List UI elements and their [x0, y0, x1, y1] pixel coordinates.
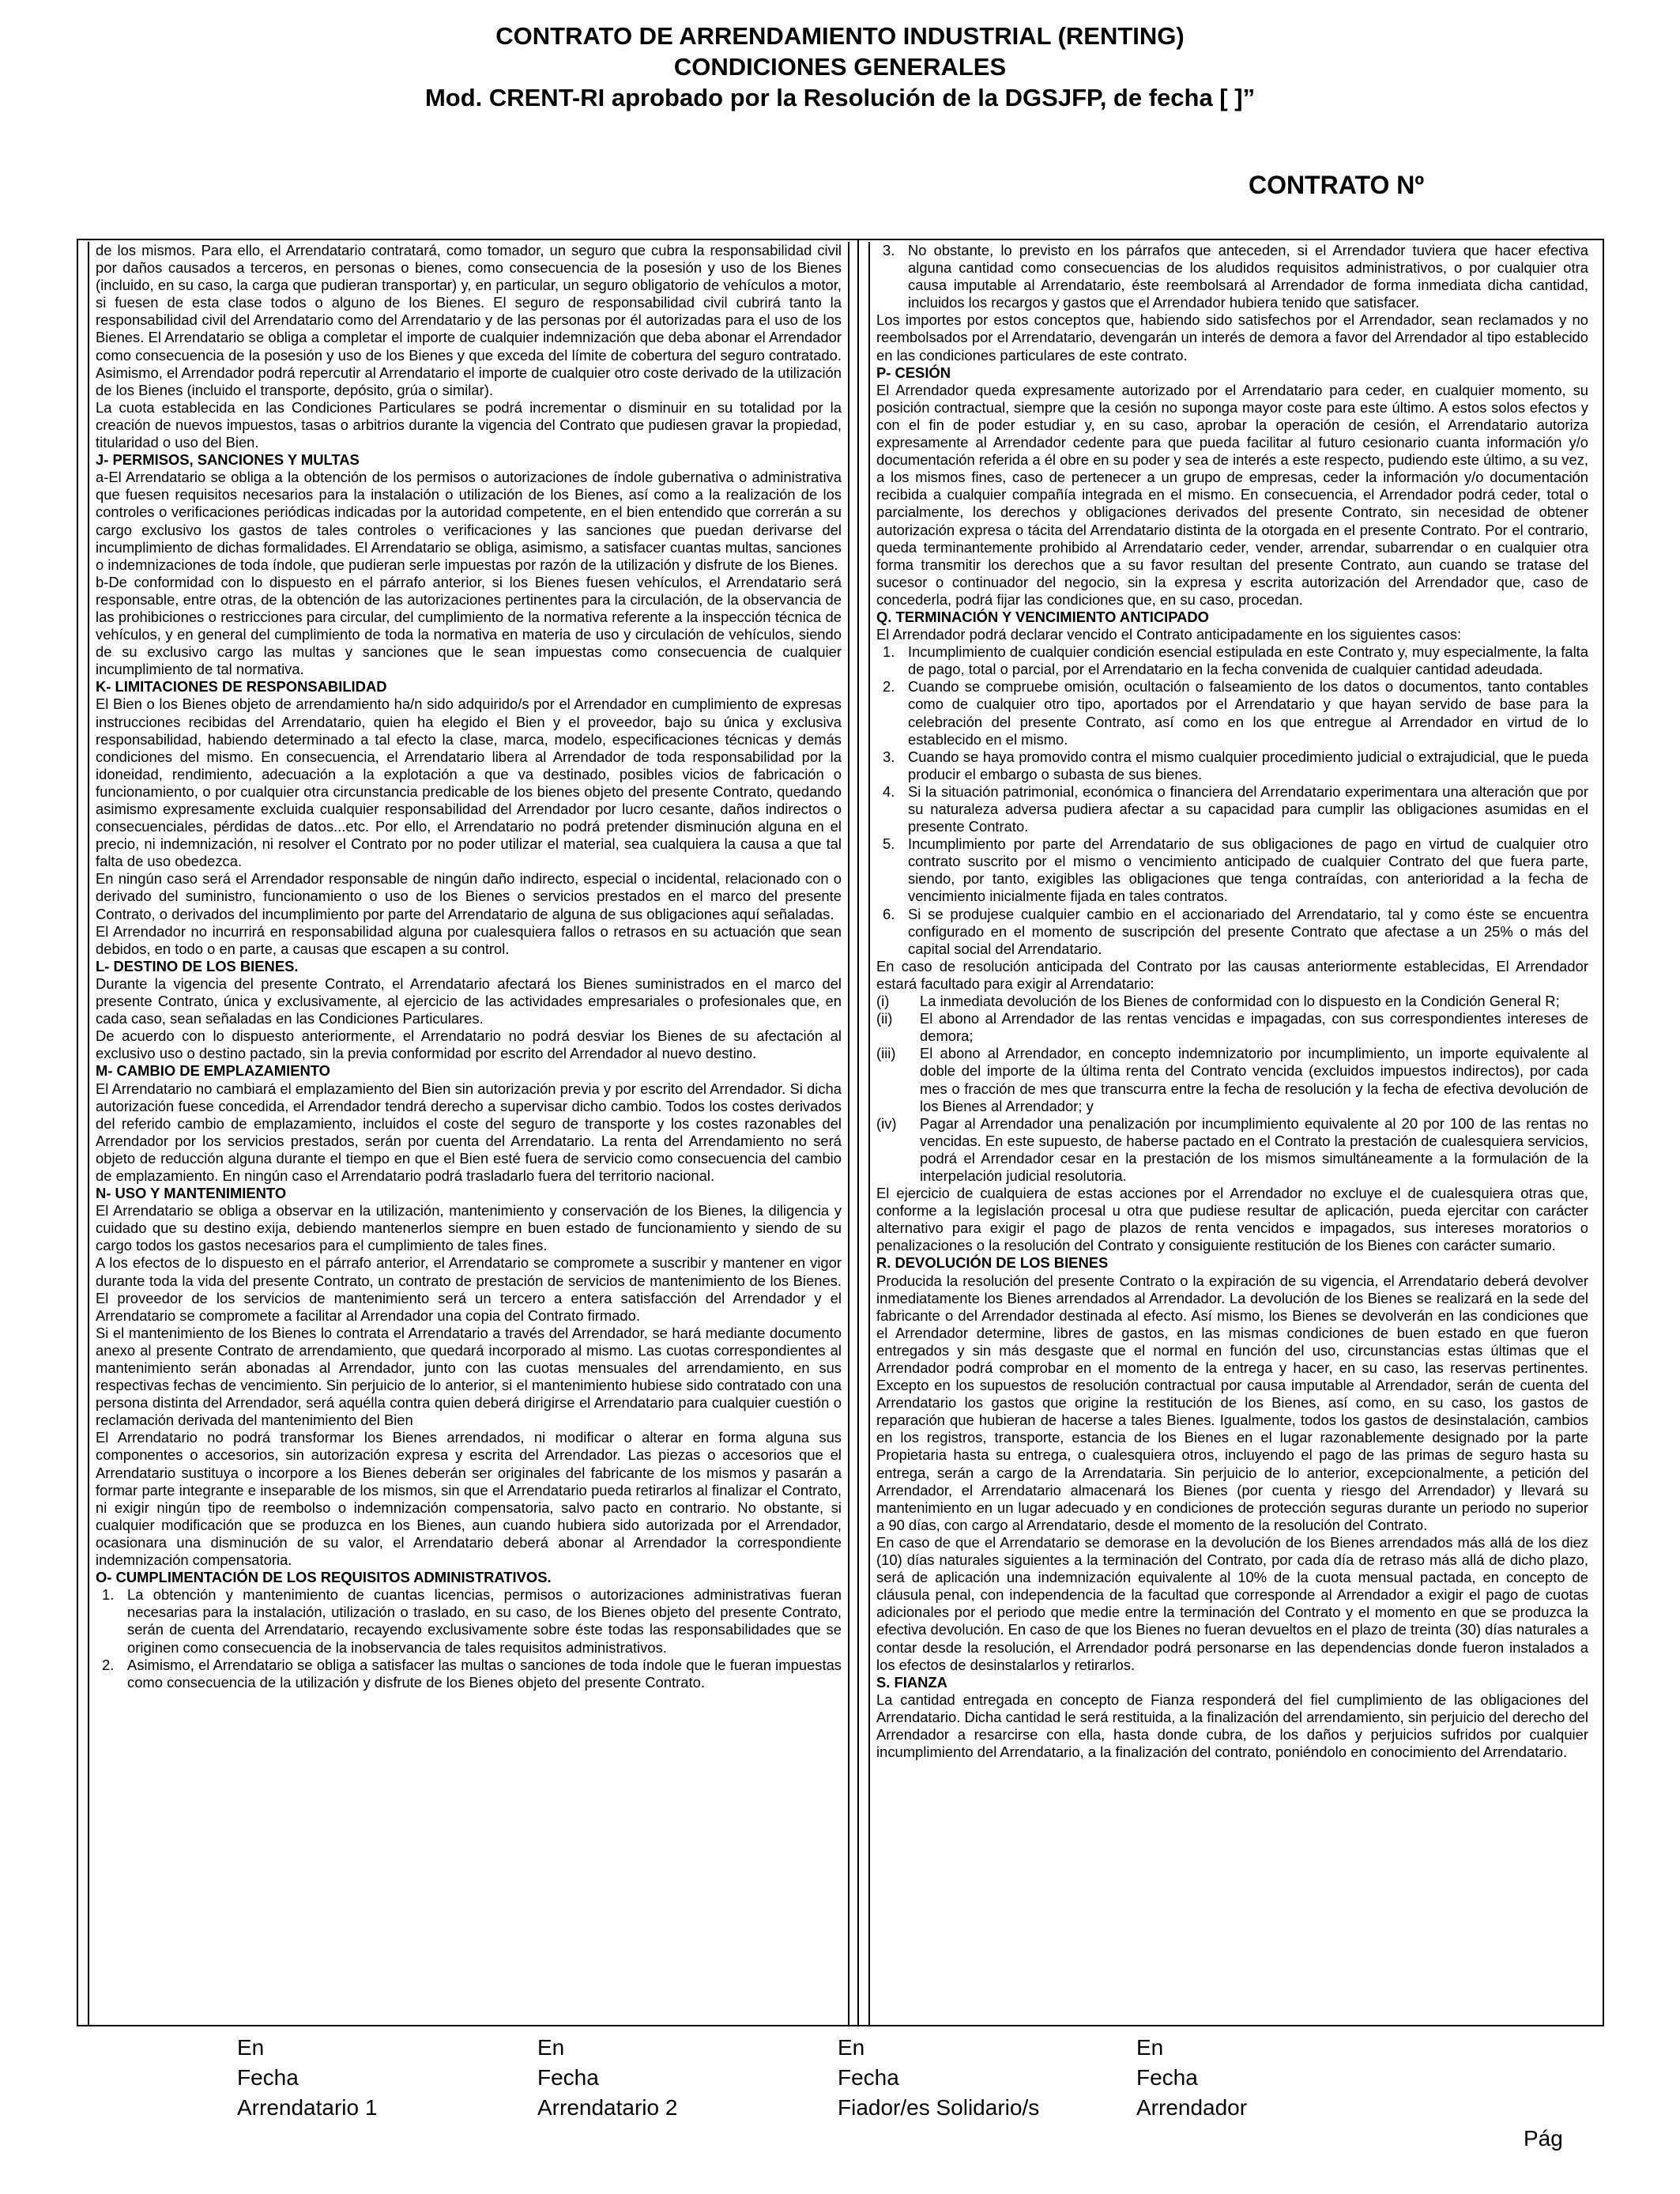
paragraph: El Bien o los Bienes objeto de arrendamiento ha/n sido adquirido/s por el Arrendador en cumplimiento de expresas instrucciones recibidas del Arrendatario, quien ha elegido el Bien y el proveedor, bajo su única y exclusiva responsabilidad, habiendo determinado a tal efecto la clase, marca, modelo, especificaciones técnicas y demás condiciones del mismo. En consecuencia, el Arrendatario libera al Arrendador de toda responsabilidad por la idoneidad, rendimiento, adecuación a la explotación a que va destinado, posibles vicios de fabricación o funcionamiento, o por cualquier otra circunstancia predicable de los bienes objeto del presente Contrato, quedando asimismo expresamente excluida cualquier responsabilidad del Arrendador por lucro cesante, daños indirectos o consecuenciales, pérdidas de datos...etc. Por ello, el Arrendatario no podrá pretender disminución alguna en el precio, ni indemnización, ni resolver el Contrato por no poder utilizar el material, sea cualquiera la causa a que tal falta de uso obedezca.	[96, 696, 842, 870]
list-item	[876, 783, 1588, 835]
list-number: 2.	[102, 1656, 115, 1673]
paragraph: La cantidad entregada en concepto de Fianza responderá del fiel cumplimiento de las obligaciones del Arrendatario. Dicha cantidad le será restituida, a la finalización del arrendamiento, sin perjuicio del derecho del Arrendador a resarcirse con ella, hasta donde cubra, de los daños y perjuicios sufridos por cualquier incumplimiento del Arrendatario, a la finalización del contrato, poniéndolo en conocimiento del Arrendatario.	[876, 1691, 1588, 1761]
list-item	[876, 1045, 1588, 1114]
right-column	[859, 240, 1606, 2025]
list-number: 5.	[883, 835, 895, 853]
conditions-frame	[77, 239, 1604, 2026]
paragraph: El Arrendatario no podrá transformar los Bienes arrendados, ni modificar o alterar en forma alguna sus componentes o accesorios, sin autorización expresa y escrita del Arrendador. Las piezas o accesorios que el Arrendatario sustituya o incorpore a los Bienes deberán ser originales del fabricante de los mismos y pasarán a formar parte integrante e inseparable de los mismos, sin que el Arrendatario pueda retirarlos al finalizar el Contrato, ni exigir ningún tipo de reembolso o indemnización compensatoria, salvo pacto en contrario. No obstante, si cualquier modificación que se produzca en los Bienes, aun cuando hubiera sido autorizada por el Arrendador, ocasionara una disminución de su valor, el Arrendatario deberá abonar al Arrendador la correspondiente indemnización compensatoria.	[96, 1429, 842, 1569]
section-heading-l: L- DESTINO DE LOS BIENES.	[96, 957, 299, 974]
document-model-reference: Mod. CRENT-RI aprobado por la Resolución de la DGSJFP, de fecha [ ]”	[424, 84, 1256, 111]
list-number: 6.	[883, 905, 895, 922]
signature-place-label: En	[537, 2035, 565, 2060]
list-item-text: La obtención y mantenimiento de cuantas licencias, permisos o autorizaciones administrativas fueran necesarias para la instalación, utilización o traslado, en su caso, de los Bienes objeto del presente Contrato, serán de cuenta del Arrendatario, recayendo exclusivamente sobre éste todas las responsabilidades que se originen como consecuencia de la inobservancia de tales requisitos administrativos.	[127, 1586, 842, 1656]
list-item-text: Incumplimiento por parte del Arrendatario de sus obligaciones de pago en virtud de cualquier otro contrato suscrito por el mismo o vencimiento anticipado de cualquier Contrato del que fuera parte, siendo, por tanto, exigibles las obligaciones que tenga contraídas, con anterioridad a la fecha de vencimiento inicialmente fijada en tales contratos.	[908, 835, 1588, 905]
paragraph: El Arrendatario se obliga a observar en la utilización, mantenimiento y conservación de los Bienes, la diligencia y cuidado que su destino exija, debiendo mantenerlos siempre en buen estado de funcionamiento y siendo de su cargo todos los gastos necesarios para el cumplimiento de tales fines.	[96, 1202, 842, 1254]
list-item	[876, 906, 1588, 958]
list-item	[876, 1115, 1588, 1185]
list-number: (iii)	[876, 1045, 896, 1062]
list-item-text: La inmediata devolución de los Bienes de conformidad con lo dispuesto en la Condición General R;	[920, 993, 1560, 1010]
list-number: 1.	[102, 1586, 115, 1604]
paragraph: Si el mantenimiento de los Bienes lo contrata el Arrendatario a través del Arrendador, se hará mediante documento anexo al presente Contrato de arrendamiento, que quedará incorporado al mismo. Las cuotas correspondientes al mantenimiento serán abonadas al Arrendador, junto con las cuotas mensuales del arrendamiento, en sus respectivas fechas de vencimiento. Sin perjuicio de lo anterior, si el mantenimiento hubiese sido contratado con una persona distinta del Arrendador, será aquélla contra quien deberá dirigirse el Arrendatario para cualquier cuestión o reclamación derivada del mantenimiento del Bien	[96, 1324, 842, 1429]
list-item	[876, 748, 1588, 783]
paragraph: En ningún caso será el Arrendador responsable de ningún daño indirecto, especial o incidental, relacionado con o derivado del suministro, funcionamiento o uso de los Bienes o servicios prestados en el marco del presente Contrato, o derivados del incumplimiento por parte del Arrendatario de alguna de sus obligaciones aquí señaladas.	[96, 870, 842, 922]
signature-block-arrendatario-2	[537, 2033, 677, 2123]
list-item	[876, 835, 1588, 905]
paragraph: En caso de que el Arrendatario se demorase en la devolución de los Bienes arrendados más allá de los diez (10) días naturales siguientes a la terminación del Contrato, por cada día de retraso más allá de dicho plazo, será de aplicación una indemnización equivalente al 10% de la cuota mensual pactada, en concepto de cláusula penal, con independencia de la facultad que corresponde al Arrendador a exigir el pago de cuotas adicionales por el periodo que medie entre la terminación del Contrato y el momento en que se produzca la efectiva devolución. En caso de que los Bienes no fueran devueltos en el plazo de treinta (30) días naturales a contar desde la resolución, el Arrendador podrá personarse en las dependencias donde fueron instalados a los efectos de desinstalarlos y retirarlos.	[876, 1533, 1588, 1673]
list-item-text: No obstante, lo previsto en los párrafos que anteceden, si el Arrendador tuviera que hacer efectiva alguna cantidad como consecuencias de los aludidos requisitos administrativos, o por cualquier otra causa imputable al Arrendatario, éste reembolsará al Arrendador de forma inmediata dicha cantidad, incluidos los recargos y gastos que el Arrendador hubiera tenido que satisfacer.	[908, 242, 1588, 311]
section-heading-q: Q. TERMINACIÓN Y VENCIMIENTO ANTICIPADO	[876, 608, 1209, 625]
list-number: (iv)	[876, 1114, 897, 1132]
list-item	[876, 993, 1588, 1010]
list-number: 4.	[883, 782, 895, 800]
document-subtitle: CONDICIONES GENERALES	[673, 53, 1007, 81]
list-number: (ii)	[876, 1010, 893, 1027]
signature-role: Arrendatario 2	[537, 2095, 678, 2120]
list-item-text: Si se produjese cualquier cambio en el accionariado del Arrendatario, tal y como éste se encuentra configurado en el momento de suscripción del presente Contrato que afectase a un 25% o más del capital social del Arrendatario.	[908, 905, 1588, 957]
list-number: (i)	[876, 993, 890, 1010]
paragraph: Producida la resolución del presente Contrato o la expiración de su vigencia, el Arrendatario deberá devolver inmediatamente los Bienes arrendados al Arrendador. La devolución de los Bienes se realizará en la sede del fabricante o del Arrendador destinada al efecto. Así mismo, los Bienes se devolverán en las condiciones que el Arrendador determine, libres de gastos, en las mismas condiciones de buen estado en que fueron entregados y sin más desgaste que el normal en función del uso, circunstancias estas últimas que el Arrendador podrá comprobar en el momento de la entrega y hacer, en su caso, las reservas pertinentes. Excepto en los supuestos de resolución contractual por causa imputable al Arrendador, serán de cuenta del Arrendatario los gastos que origine la restitución de los Bienes, así como, en su caso, los gastos de reparación que hubieran de hacerse a tales Bienes. Igualmente, todos los gastos de desinstalación, cambios en los registros, transporte, estancia de los Bienes en el lugar razonablemente designado por la parte Propietaria hasta su entrega, o cualesquiera otros, incluyendo el pago de las primas de seguro hasta su entrega, serán a cargo de la Arrendataria. Sin perjuicio de lo anterior, excepcionalmente, a petición del Arrendador, el Arrendatario almacenará los Bienes (por cuenta y riesgo del Arrendador) y llevará su mantenimiento en un lugar adecuado y en condiciones de protección seguras durante un periodo no superior a 90 días, con cargo al Arrendatario, desde el momento de la resolución del Contrato.	[876, 1272, 1588, 1533]
signature-block-arrendador	[1136, 2033, 1247, 2123]
document-header	[0, 21, 1680, 113]
signature-date-label: Fecha	[1136, 2065, 1198, 2090]
paragraph: Durante la vigencia del presente Contrato, el Arrendatario afectará los Bienes suministrados en el marco del presente Contrato, única y exclusivamente, al ejercicio de las actividades empresariales o profesionales que, en cada caso, sean señaladas en las Condiciones Particulares.	[96, 974, 842, 1027]
paragraph: Los importes por estos conceptos que, habiendo sido satisfechos por el Arrendador, sean reclamados y no reembolsados por el Arrendatario, devengarán un interés de demora a favor del Arrendador al tipo establecido en las condiciones particulares de este contrato.	[876, 311, 1588, 364]
signature-date-label: Fecha	[237, 2065, 299, 2090]
signature-date-label: Fecha	[537, 2065, 599, 2090]
list-number: 3.	[883, 748, 895, 765]
list-item-text: Si la situación patrimonial, económica o financiera del Arrendatario experimentara una alteración que por su naturaleza adversa pudiera afectar a su capacidad para cumplir las obligaciones asumidas en el presente Contrato.	[908, 782, 1588, 835]
list-item-text: El abono al Arrendador, en concepto indemnizatorio por incumplimiento, un importe equivalente al doble del importe de la última renta del Contrato vencida (excluidos impuestos indirectos), por cada mes o fracción de mes que transcurra entre la fecha de resolución y la fecha de efectiva devolución de los Bienes al Arrendador; y	[920, 1045, 1588, 1114]
signature-role: Arrendatario 1	[237, 2095, 378, 2120]
section-heading-o: O- CUMPLIMENTACIÓN DE LOS REQUISITOS ADMINISTRATIVOS.	[96, 1569, 552, 1586]
list-item-text: Incumplimiento de cualquier condición esencial estipulada en este Contrato y, muy especialmente, la falta de pago, total o parcial, por el Arrendatario en la fecha convenida de cualquier cantidad adeudada.	[908, 643, 1588, 678]
numbered-list	[876, 242, 1588, 311]
list-item-text: Pagar al Arrendador una penalización por incumplimiento equivalente al 20 por 100 de las rentas no vencidas. En este supuesto, de haberse pactado en el Contrato la prestación de cualesquiera servicios, podrá el Arrendador cesar en la prestación de los mismos simultáneamente a la formulación de la interpelación judicial resolutoria.	[920, 1114, 1588, 1184]
signature-block-fiador	[838, 2033, 1039, 2123]
contract-number-label: CONTRATO Nº	[1249, 171, 1425, 199]
list-number: 1.	[883, 643, 895, 661]
list-item	[96, 1586, 842, 1656]
list-item	[96, 1657, 842, 1691]
section-heading-s: S. FIANZA	[876, 1673, 947, 1691]
section-heading-r: R. DEVOLUCIÓN DE LOS BIENES	[876, 1254, 1109, 1272]
signature-place-label: En	[1136, 2035, 1164, 2060]
paragraph: A los efectos de lo dispuesto en el párrafo anterior, el Arrendatario se compromete a suscribir y mantener en vigor durante toda la vida del presente Contrato, un contrato de prestación de servicios de mantenimiento de los Bienes. El proveedor de los servicios de mantenimiento será un tercero a entera satisfacción del Arrendador y el Arrendatario se compromete a facilitar al Arrendador una copia del Contrato firmado.	[96, 1254, 842, 1324]
list-item-text: Cuando se compruebe omisión, ocultación o falseamiento de los datos o documentos, tanto contables como de cualquier otro tipo, aportados por el Arrendatario y que hayan servido de base para la celebración del presente Contrato, así como en los que entregue al Arrendador en virtud de lo establecido en el mismo.	[908, 678, 1588, 748]
signature-block-arrendatario-1	[237, 2033, 377, 2123]
signature-date-label: Fecha	[838, 2065, 899, 2090]
section-heading-p: P- CESIÓN	[876, 364, 951, 381]
paragraph: El Arrendador queda expresamente autorizado por el Arrendatario para ceder, en cualquier momento, su posición contractual, siempre que la cesión no suponga mayor coste para este último. A estos solos efectos y con el fin de poder estudiar y, en su caso, aprobar la operación de cesión, el Arrendatario autoriza expresamente al Arrendador cedente para que pueda facilitar al futuro cesionario cuanta información y/o documentación referida a él obre en su poder y sea de interés a este respecto, pudiendo este último, a su vez, a los mismos fines, caso de pertenecer a un grupo de empresas, ceder la información y/o documentación recibida a cualquier compañía integrada en el mismo. En consecuencia, el Arrendador podrá ceder, total o parcialmente, los derechos y obligaciones derivados del presente Contrato, sin necesidad de obtener autorización expresa o tácita del Arrendatario distinta de la otorgada en el presente Contrato. Por el contrario, queda terminantemente prohibido al Arrendatario ceder, vender, arrendar, subarrendar o en cualquier otra forma transmitir los derechos que a su favor resultan del presente Contrato, aun cuando se tratase del sucesor o continuador del negocio, sin la expresa y escrita autorización del Arrendador que, caso de concederla, podrá fijar las condiciones que, en su caso, procedan.	[876, 381, 1588, 608]
numbered-list	[96, 1586, 842, 1691]
signature-place-label: En	[237, 2035, 265, 2060]
list-item-text: El abono al Arrendador de las rentas vencidas e impagadas, con sus correspondientes intereses de demora;	[920, 1010, 1588, 1045]
section-heading-k: K- LIMITACIONES DE RESPONSABILIDAD	[96, 678, 387, 696]
paragraph: El Arrendador no incurrirá en responsabilidad alguna por cualesquiera fallos o retrasos en su actuación que sean debidos, en todo o en parte, a causas que escapen a su control.	[96, 922, 842, 957]
list-number: 2.	[883, 678, 895, 696]
list-item-text: Asimismo, el Arrendatario se obliga a satisfacer las multas o sanciones de toda índole que le fueran impuestas como consecuencia de la utilización y disfrute de los Bienes objeto del presente Contrato.	[127, 1656, 842, 1691]
numbered-list	[876, 643, 1588, 958]
roman-list	[876, 993, 1588, 1185]
list-number: 3.	[883, 242, 895, 258]
page-number-label: Pág	[1524, 2126, 1563, 2151]
section-heading-m: M- CAMBIO DE EMPLAZAMIENTO	[96, 1062, 330, 1080]
paragraph: b-De conformidad con lo dispuesto en el párrafo anterior, si los Bienes fuesen vehículos, el Arrendatario será responsable, entre otras, de la obtención de las autorizaciones pertinentes para la circulación, de la observancia de las prohibiciones o restricciones para circular, del cumplimiento de la normativa referente a la inspección técnica de vehículos, y en general del cumplimiento de toda la normativa en materia de uso y circulación de vehículos, siendo de su exclusivo cargo las multas y sanciones que le sean impuestas como consecuencia de cualquier incumplimiento de tal normativa.	[96, 573, 842, 678]
signature-role: Arrendador	[1136, 2095, 1248, 2120]
section-heading-j: J- PERMISOS, SANCIONES Y MULTAS	[96, 451, 360, 469]
paragraph: El ejercicio de cualquiera de estas acciones por el Arrendador no excluye el de cualesquiera otras que, conforme a la legislación procesal u otra que pudiese resultar de aplicación, pueda ejercitar con carácter alternativo para exigir el pago de plazos de renta vencidos e impagados, sus intereses moratorios o penalizaciones o la resolución del Contrato y consiguiente restitución de los Bienes con carácter sumario.	[876, 1185, 1588, 1254]
paragraph: En caso de resolución anticipada del Contrato por las causas anteriormente establecidas, El Arrendador estará facultado para exigir al Arrendatario:	[876, 957, 1588, 992]
list-item	[876, 1010, 1588, 1045]
list-item	[876, 678, 1588, 748]
paragraph: de los mismos. Para ello, el Arrendatario contratará, como tomador, un seguro que cubra la responsabilidad civil por daños causados a terceros, en personas o bienes, como consecuencia de la posesión y uso de los Bienes (incluido, en su caso, la carga que pudieran transportar) y, en particular, un seguro obligatorio de vehículos a motor, si fuesen de esta clase todos o alguno de los Bienes. El seguro de responsabilidad civil cubrirá tanto la responsabilidad civil del Arrendatario como del Arrendatario y de las personas por él autorizadas para el uso de los Bienes. El Arrendatario se obliga a completar el importe de cualquier indemnización que deba abonar el Arrendador como consecuencia de la posesión y uso de los Bienes y que exceda del límite de cobertura del seguro contratado. Asimismo, el Arrendador podrá repercutir al Arrendatario el importe de cualquier otro coste derivado de la utilización de los Bienes (incluido el transporte, depósito, grúa o similar).	[96, 242, 842, 398]
signature-place-label: En	[838, 2035, 865, 2060]
paragraph: De acuerdo con lo dispuesto anteriormente, el Arrendatario no podrá desviar los Bienes de su afectación al exclusivo uso o destino pactado, sin la previa conformidad por escrito del Arrendador al nuevo destino.	[96, 1027, 842, 1062]
document-title: CONTRATO DE ARRENDAMIENTO INDUSTRIAL (RENTING)	[495, 22, 1185, 50]
paragraph: La cuota establecida en las Condiciones Particulares se podrá incrementar o disminuir en su totalidad por la creación de nuevos impuestos, tasas o arbitrios durante la vigencia del Contrato que pudiesen gravar la propiedad, titularidad o uso del Bien.	[96, 398, 842, 451]
list-item	[876, 242, 1588, 311]
list-item-text: Cuando se haya promovido contra el mismo cualquier procedimiento judicial o extrajudicial, que le pueda producir el embargo o subasta de sus bienes.	[908, 748, 1588, 782]
paragraph: El Arrendatario no cambiará el emplazamiento del Bien sin autorización previa y por escrito del Arrendador. Si dicha autorización fuese concedida, el Arrendador tendrá derecho a supervisar dicho cambio. Todos los costes derivados del referido cambio de emplazamiento, incluidos el coste del seguro de transporte y los costes razonables del Arrendador por los servicios prestados, serán por cuenta del Arrendatario. La renta del Arrendamiento no será objeto de reducción alguna durante el tiempo en que el Bien esté fuera de servicio como consecuencia del cambio de emplazamiento. En ningún caso el Arrendatario podrá trasladarlo fuera del territorio nacional.	[96, 1080, 842, 1184]
paragraph: a-El Arrendatario se obliga a la obtención de los permisos o autorizaciones de índole gubernativa o administrativa que fuesen requisitos necesarios para la instalación o utilización de los Bienes, así como a la realización de los controles o verificaciones periódicas indicadas por la autoridad competente, en el bien entendido que correrán a su cargo exclusivo los gastos de tales controles o verificaciones y las sanciones que puedan derivarse del incumplimiento de dichas formalidades. El Arrendatario se obliga, asimismo, a satisfacer cuantas multas, sanciones o indemnizaciones de toda índole, que pudieran serle impuestas por razón de la utilización y disfrute de los Bienes.	[96, 469, 842, 573]
paragraph: El Arrendador podrá declarar vencido el Contrato anticipadamente en los siguientes casos:	[876, 626, 1462, 643]
signature-role: Fiador/es Solidario/s	[838, 2095, 1040, 2120]
list-item	[876, 643, 1588, 678]
left-column	[78, 240, 859, 2025]
section-heading-n: N- USO Y MANTENIMIENTO	[96, 1185, 287, 1202]
